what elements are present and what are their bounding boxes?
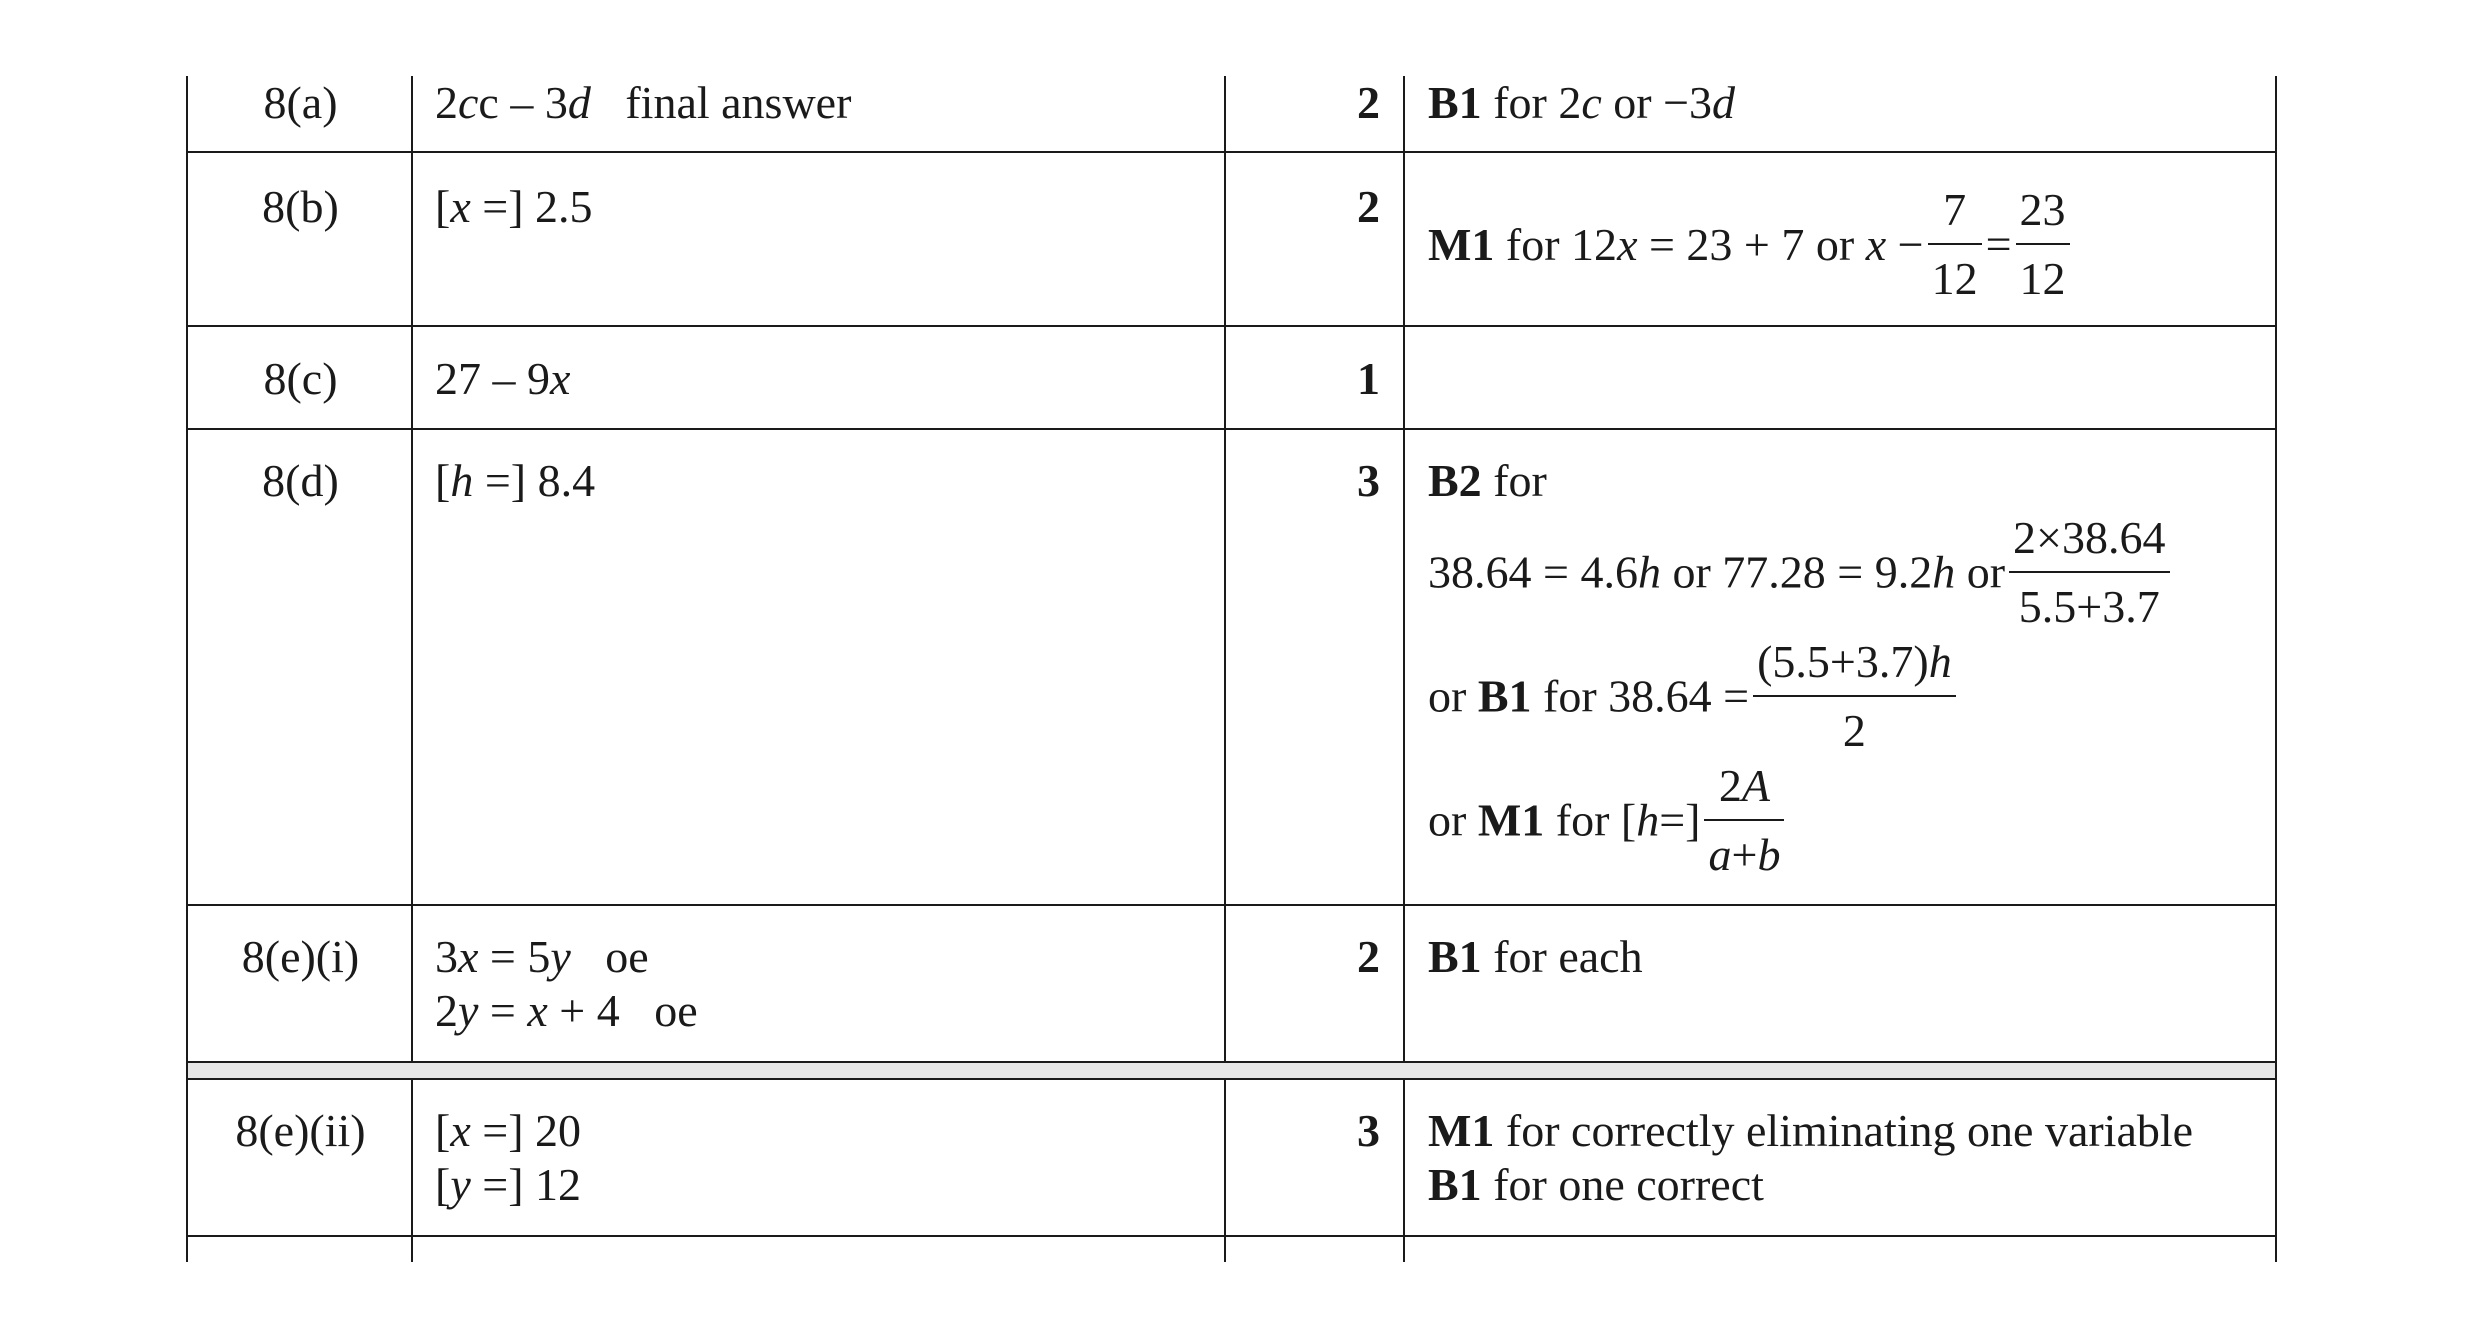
answer-text: =] 2.5 <box>470 181 593 232</box>
mark-value: 2 <box>1357 77 1380 128</box>
table-border-right <box>2275 76 2277 1262</box>
answer-cell: 2cc – 3d final answer <box>435 77 852 128</box>
guidance-text: for 2 <box>1481 77 1582 128</box>
guidance-line: or M1 for [h=] $\frac{2A}{a+b}$ <box>1428 758 1788 882</box>
guidance-line: 38.64 = 4.6h or 77.28 = 9.2h or $\frac{2\times 38.64}{5.5+3.7}$ <box>1428 510 2174 634</box>
answer-line: [y =] 12 <box>435 1159 582 1210</box>
variable: h <box>450 455 474 506</box>
guidance-text: or <box>1428 794 1478 846</box>
guidance-line <box>1428 454 1547 508</box>
fraction: $\frac{2\times 38.64}{5.5+3.7}$ <box>2009 510 2169 634</box>
equals-sign: = <box>1985 218 2012 270</box>
mark-value: 2 <box>1357 931 1380 982</box>
fraction: $\frac{(5.5+3.7)h}{2}$ <box>1753 634 1956 758</box>
mark-value: 2 <box>1357 181 1380 232</box>
guidance-text: for <box>1481 455 1547 506</box>
guidance-text: for 38.64 = <box>1531 670 1750 722</box>
question-number: 8(e)(ii) <box>235 1105 366 1156</box>
guidance-cell <box>1428 930 1643 984</box>
answer-cell <box>435 352 570 406</box>
guidance-text: or <box>1428 670 1478 722</box>
mark-code: M1 <box>1428 218 1495 270</box>
column-divider-answer <box>1224 76 1226 1262</box>
fraction: $\frac{23}{12}$ <box>2016 182 2070 306</box>
answer-cell <box>435 180 593 234</box>
row-divider <box>186 151 2277 153</box>
question-number: 8(d) <box>262 455 339 506</box>
guidance-text: or 77.28 = 9.2 <box>1660 546 1933 598</box>
answer-note: final answer <box>590 77 852 128</box>
row-divider <box>186 904 2277 906</box>
guidance-text: = 23 + 7 or <box>1637 218 1866 270</box>
row-gap-band <box>188 1063 2275 1078</box>
row-divider <box>186 1235 2277 1237</box>
row-divider <box>186 325 2277 327</box>
guidance-text: =] <box>1659 794 1701 846</box>
answer-text: 27 – 9 <box>435 353 550 404</box>
guidance-text: for [ <box>1544 794 1637 846</box>
answer-line: 2y = x + 4 oe <box>435 985 698 1036</box>
table-border-left <box>186 76 188 1262</box>
mark-value: 3 <box>1357 455 1380 506</box>
mark-code: B2 <box>1428 455 1482 506</box>
guidance-cell: M1 for 12x = 23 + 7 or x − $\frac{7}{12}$ = $\frac{23}{12}$ <box>1428 182 2074 306</box>
answer-cell <box>435 930 698 1038</box>
answer-text: =] 8.4 <box>473 455 596 506</box>
mark-code: B1 <box>1477 670 1532 722</box>
guidance-text: for each <box>1481 931 1643 982</box>
variable: x <box>450 181 471 232</box>
column-divider-mark <box>1403 76 1405 1262</box>
mark-code: B1 <box>1428 931 1482 982</box>
row-divider <box>186 1061 2277 1063</box>
guidance-cell <box>1428 1104 2193 1212</box>
guidance-line: M1 for correctly eliminating one variable <box>1428 1105 2194 1156</box>
answer-line: 3x = 5y oe <box>435 931 649 982</box>
variable: d <box>1712 77 1736 128</box>
fraction: $\frac{2A}{a+b}$ <box>1704 758 1784 882</box>
answer-text: c – 3 <box>478 77 568 128</box>
guidance-text: or <box>1955 546 2006 598</box>
question-number: 8(e)(i) <box>241 931 360 982</box>
mark-value: 3 <box>1357 1105 1380 1156</box>
question-number: 8(b) <box>262 181 339 232</box>
bracket: [ <box>435 455 451 506</box>
answer-cell <box>435 1104 581 1212</box>
guidance-line <box>1428 634 1960 758</box>
fraction: $\frac{7}{12}$ <box>1928 182 1982 306</box>
row-divider <box>186 428 2277 430</box>
mark-value: 1 <box>1357 353 1380 404</box>
guidance-cell <box>1428 76 1735 130</box>
answer-cell <box>435 454 595 508</box>
mark-code: B1 <box>1428 77 1482 128</box>
variable: x <box>1617 218 1638 270</box>
guidance-text: or −3 <box>1601 77 1713 128</box>
variable: x <box>550 353 571 404</box>
guidance-text: for 12 <box>1494 218 1618 270</box>
variable: c <box>1581 77 1602 128</box>
row-divider <box>186 1078 2277 1080</box>
answer-line: [x =] 20 <box>435 1105 582 1156</box>
guidance-text: 38.64 = 4.6 <box>1428 546 1638 598</box>
column-divider-question <box>411 76 413 1262</box>
question-number: 8(a) <box>263 77 338 128</box>
bracket: [ <box>435 181 451 232</box>
mark-code: M1 <box>1477 794 1545 846</box>
question-number: 8(c) <box>263 353 338 404</box>
guidance-line: B1 for one correct <box>1428 1159 1764 1210</box>
